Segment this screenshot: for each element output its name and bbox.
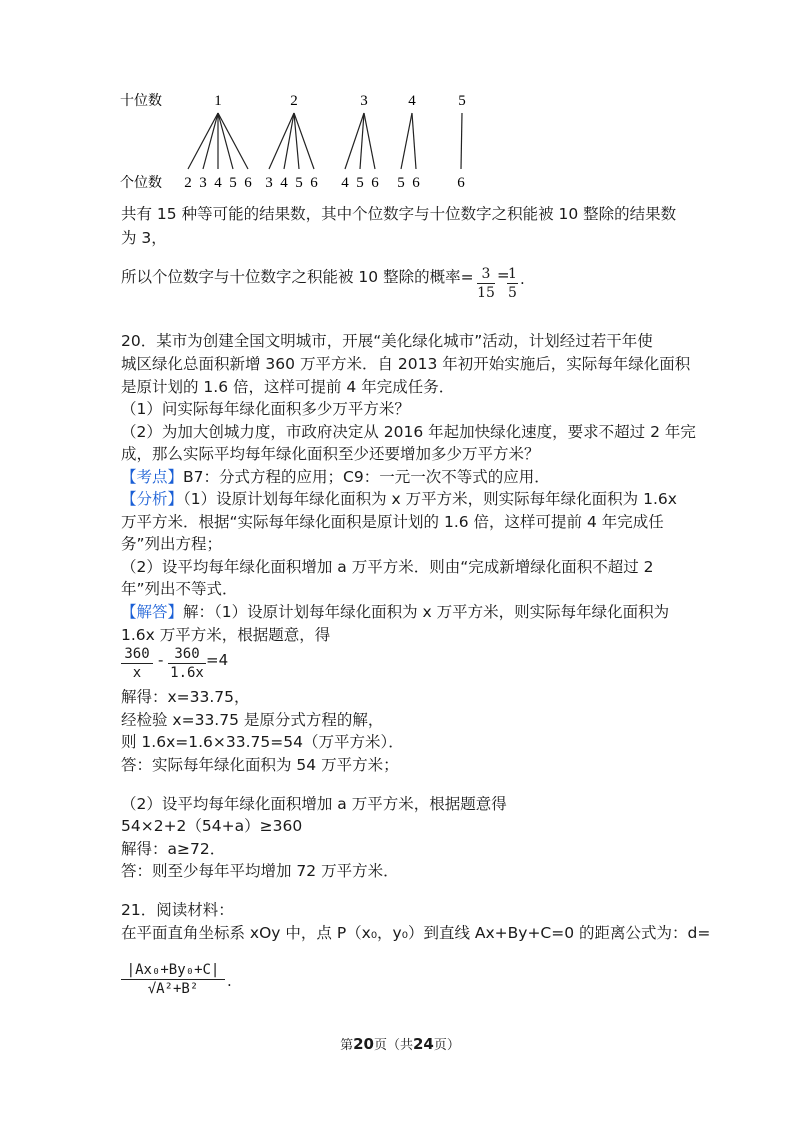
fraction-360-1.6x bbox=[168, 646, 206, 681]
fraction-denominator: x bbox=[132, 665, 142, 681]
fraction-numerator: 3 bbox=[481, 266, 491, 282]
q20-stem-3: 是原计划的 1.6 倍，这样可提前 4 年完成任务． bbox=[121, 378, 455, 396]
fenxi-line-4: （2）设平均每年绿化面积增加 a 万平方米．则由“完成新增绿化面积不超过 2 bbox=[121, 558, 654, 576]
fenxi-tag: 【分析】 bbox=[121, 490, 184, 508]
tree-tens-digit: 4 bbox=[408, 93, 416, 109]
equals-sign: = bbox=[497, 266, 510, 284]
q20-stem-1: 20．某市为创建全国文明城市，开展“美化绿化城市”活动，计划经过若干年使 bbox=[121, 332, 653, 350]
tree-ones-digit: 5 bbox=[295, 175, 303, 191]
q20-sub-1: （1）问实际每年绿化面积多少万平方米？ bbox=[121, 400, 410, 418]
jieda-line-2: 1.6x 万平方米，根据题意，得 bbox=[121, 626, 331, 644]
ones-label: 个位数 bbox=[120, 176, 162, 191]
tree-tens-digit: 2 bbox=[290, 93, 298, 109]
tree-ones-digit: 3 bbox=[199, 175, 207, 191]
tree-ones-digit: 4 bbox=[280, 175, 288, 191]
fenxi-line-1 bbox=[121, 488, 677, 510]
footer-page-number: 20 bbox=[353, 1035, 374, 1053]
tens-label: 十位数 bbox=[120, 94, 162, 109]
jieda-text-1: 解：（1）设原计划每年绿化面积为 x 万平方米，则实际每年绿化面积为 bbox=[183, 603, 670, 621]
fenxi-line-2: 万平方米．根据“实际每年绿化面积是原计划的 1.6 倍，这样可提前 4 年完成任 bbox=[121, 513, 664, 531]
fraction-3-15 bbox=[477, 266, 495, 301]
formula-denominator: √A²+B² bbox=[147, 981, 199, 997]
tree-tens-digit: 3 bbox=[360, 93, 368, 109]
part2-2: 54×2+2（54+a）≥360 bbox=[121, 817, 303, 835]
tree-branches bbox=[184, 93, 466, 191]
part2-3: 解得：a≥72． bbox=[121, 840, 226, 858]
period: . bbox=[227, 972, 232, 990]
period: . bbox=[520, 270, 525, 288]
jieda-tag: 【解答】 bbox=[121, 603, 184, 621]
q19-conclusion: 所以个位数字与十位数字之积能被 10 整除的概率= bbox=[121, 268, 474, 286]
tree-ones-digit: 5 bbox=[229, 175, 237, 191]
fraction-denominator: 15 bbox=[477, 285, 495, 301]
part2-1: （2）设平均每年绿化面积增加 a 万平方米，根据题意得 bbox=[121, 795, 507, 813]
equation-rhs: =4 bbox=[206, 651, 229, 669]
tree-ones-digit: 5 bbox=[356, 175, 364, 191]
fraction-numerator: 1 bbox=[508, 266, 517, 282]
tree-branch bbox=[412, 113, 416, 169]
solution-4: 答：实际每年绿化面积为 54 万平方米； bbox=[121, 756, 399, 774]
tree-branch bbox=[284, 113, 294, 169]
tree-branch bbox=[401, 113, 412, 169]
fraction-denominator: 1.6x bbox=[170, 665, 204, 681]
q19-text-2: 为 3， bbox=[121, 229, 167, 247]
tree-ones-digit: 6 bbox=[310, 175, 318, 191]
tree-ones-digit: 6 bbox=[371, 175, 379, 191]
part2-4: 答：则至少每年平均增加 72 万平方米． bbox=[121, 862, 399, 880]
solution-3: 则 1.6x=1.6×33.75=54（万平方米）． bbox=[121, 733, 404, 751]
tree-ones-digit: 6 bbox=[457, 175, 465, 191]
fraction-360-x bbox=[121, 646, 153, 681]
footer-mid: 页（共 bbox=[373, 1038, 413, 1053]
q20-stem-2: 城区绿化总面积新增 360 万平方米．自 2013 年初开始实施后，实际每年绿化面积 bbox=[121, 355, 691, 373]
tree-ones-digit: 4 bbox=[214, 175, 222, 191]
tree-branch bbox=[218, 113, 233, 169]
tree-branch bbox=[188, 113, 218, 169]
kaodian-tag: 【考点】 bbox=[121, 468, 184, 486]
fraction-1-5 bbox=[507, 266, 518, 301]
footer-pre: 第 bbox=[340, 1038, 354, 1053]
tree-ones-digit: 3 bbox=[265, 175, 273, 191]
tree-tens-digit: 5 bbox=[458, 93, 466, 109]
fraction-denominator: 5 bbox=[508, 285, 517, 301]
distance-formula bbox=[121, 962, 225, 997]
minus-sign: - bbox=[158, 651, 164, 669]
fenxi-line-5: 年”列出不等式． bbox=[121, 580, 238, 598]
tree-branch bbox=[461, 113, 462, 169]
q19-text-1: 共有 15 种等可能的结果数，其中个位数字与十位数字之积能被 10 整除的结果数 bbox=[121, 205, 677, 223]
tree-branch bbox=[364, 113, 375, 169]
tree-ones-digit: 2 bbox=[184, 175, 192, 191]
q20-sub-2b: 成，那么实际平均每年绿化面积至少还要增加多少万平方米？ bbox=[121, 445, 540, 463]
tree-branch bbox=[203, 113, 218, 169]
tree-tens-digit: 1 bbox=[214, 93, 222, 109]
fenxi-line-3: 务”列出方程； bbox=[121, 535, 223, 553]
q21-title: 21．阅读材料： bbox=[121, 901, 234, 919]
footer-post: 页） bbox=[433, 1038, 460, 1053]
tree-ones-digit: 6 bbox=[412, 175, 420, 191]
tree-diagram bbox=[0, 85, 800, 285]
kaodian-line bbox=[121, 466, 550, 488]
fenxi-text-1: （1）设原计划每年绿化面积为 x 万平方米，则实际每年绿化面积为 1.6x bbox=[183, 490, 677, 508]
formula-numerator: |Ax₀+By₀+C| bbox=[126, 962, 220, 978]
tree-ones-digit: 5 bbox=[397, 175, 405, 191]
fraction-numerator: 360 bbox=[124, 646, 150, 662]
footer-total-pages: 24 bbox=[413, 1035, 434, 1053]
jieda-line-1 bbox=[121, 601, 669, 623]
tree-branch bbox=[269, 113, 294, 169]
solution-2: 经检验 x=33.75 是原分式方程的解， bbox=[121, 711, 384, 729]
kaodian-text: B7：分式方程的应用；C9：一元一次不等式的应用． bbox=[183, 468, 550, 486]
tree-branch bbox=[218, 113, 248, 169]
q21-line-1: 在平面直角坐标系 xOy 中，点 P（x₀，y₀）到直线 Ax+By+C=0 的距离公式为：d= bbox=[121, 924, 711, 942]
tree-ones-digit: 4 bbox=[341, 175, 349, 191]
q20-sub-2a: （2）为加大创城力度，市政府决定从 2016 年起加快绿化速度，要求不超过 2 年完 bbox=[121, 423, 696, 441]
q19-text-3 bbox=[121, 266, 474, 288]
solution-1: 解得：x=33.75， bbox=[121, 688, 250, 706]
page-footer bbox=[0, 1034, 800, 1053]
tree-ones-digit: 6 bbox=[244, 175, 252, 191]
fraction-numerator: 360 bbox=[174, 646, 200, 662]
